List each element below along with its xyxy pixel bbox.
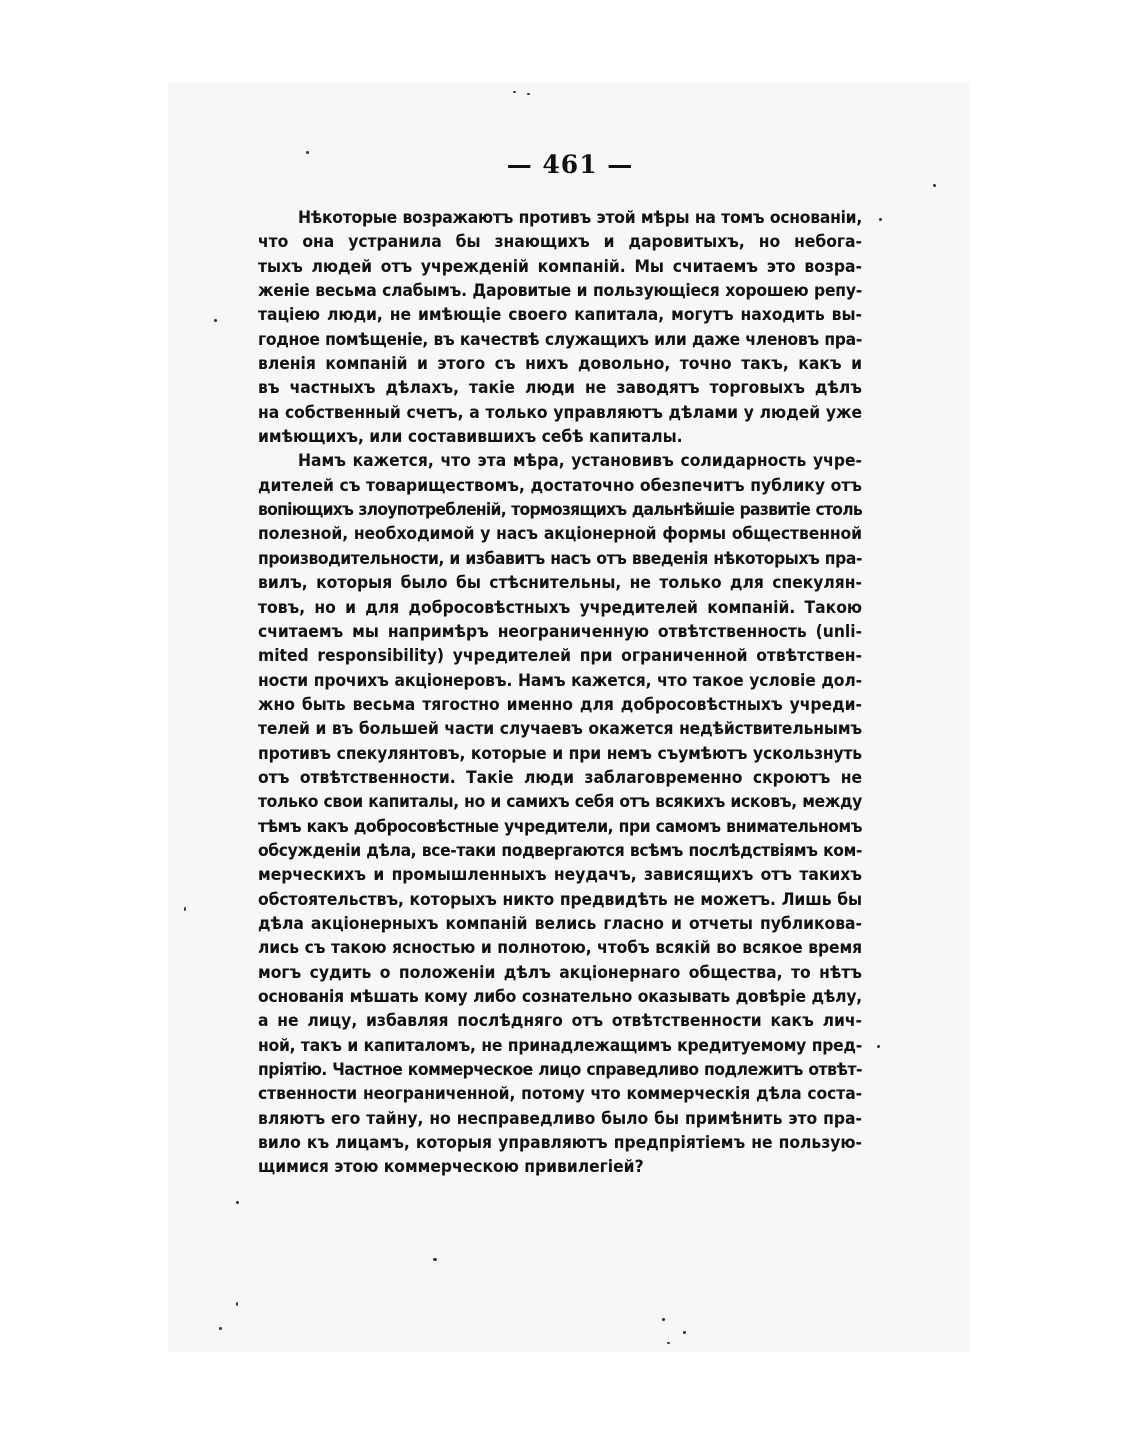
text-line: могъ судить о положеніи дѣлъ акціонернаго общества, то нѣтъ bbox=[258, 962, 862, 983]
text-line: ственности неограниченной, потому что коммерческія дѣла соста- bbox=[258, 1084, 862, 1105]
text-line: обсужденіи дѣла, все-таки подвергаются всѣмъ послѣдствіямъ ком- bbox=[258, 840, 862, 861]
scan-speck bbox=[513, 91, 516, 93]
text-line: телей и въ большей части случаевъ окажется недѣйствительнымъ bbox=[258, 719, 862, 740]
text-line: а не лицу, избавляя послѣдняго отъ отвѣтственности какъ лич- bbox=[258, 1011, 862, 1032]
text-line: Намъ кажется, что эта мѣра, установивъ солидарность учре- bbox=[298, 451, 862, 472]
text-line: считаемъ мы напримѣръ неограниченную отвѣтственность (unli- bbox=[258, 621, 862, 642]
text-line: тыхъ людей отъ учрежденій компаній. Мы считаемъ это возра- bbox=[258, 256, 862, 277]
text-line: имѣющихъ, или составившихъ себѣ капиталы. bbox=[258, 427, 683, 448]
text-line: обстоятельствъ, которыхъ никто предвидѣть не можетъ. Лишь бы bbox=[258, 889, 862, 910]
scan-speck bbox=[236, 1201, 239, 1204]
scan-speck bbox=[683, 1331, 686, 1334]
scan-speck bbox=[219, 1327, 222, 1330]
scan-speck bbox=[214, 319, 217, 322]
scan-speck bbox=[306, 151, 309, 154]
text-line: мерческихъ и промышленныхъ неудачъ, зависящихъ отъ такихъ bbox=[258, 865, 862, 886]
scan-speck bbox=[877, 1045, 880, 1048]
text-line: пріятію. Частное коммерческое лицо справедливо подлежитъ отвѣт- bbox=[258, 1060, 862, 1081]
text-line: противъ спекулянтовъ, которые и при немъ съумѣютъ ускользнуть bbox=[258, 743, 862, 764]
text-line: лись съ такою ясностью и полнотою, чтобъ всякій во всякое время bbox=[258, 938, 862, 959]
scan-speck bbox=[527, 93, 530, 95]
text-line: дѣла акціонерныхъ компаній велись гласно и отчеты публикова- bbox=[258, 913, 862, 934]
scan-speck bbox=[433, 1258, 437, 1261]
text-line: таціею люди, не имѣющіе своего капитала, могутъ находить вы- bbox=[258, 305, 862, 326]
text-line: вилъ, которыя было бы стѣснительны, не только для спекулян- bbox=[258, 573, 862, 594]
text-line: основанія мѣшать кому либо сознательно оказывать довѣріе дѣлу, bbox=[258, 987, 862, 1007]
text-line: производительности, и избавитъ насъ отъ введенія нѣкоторыхъ пра- bbox=[258, 548, 862, 569]
text-line: вопіющихъ злоупотребленій, тормозящихъ дальнѣйшіе развитіе столь bbox=[258, 500, 862, 521]
scan-speck bbox=[236, 1302, 238, 1306]
text-line: полезной, необходимой у насъ акціонерной формы общественной bbox=[258, 524, 862, 545]
text-line: товъ, но и для добросовѣстныхъ учредителей компаній. Такою bbox=[258, 597, 862, 618]
text-line: ности прочихъ акціонеровъ. Намъ кажется, что такое условіе дол- bbox=[258, 670, 862, 691]
scan-speck bbox=[667, 1342, 670, 1344]
text-line: mited responsibility) учредителей при ограниченной отвѣтствен- bbox=[258, 646, 862, 667]
text-line: вляютъ его тайну, но несправедливо было бы примѣнить это пра- bbox=[258, 1108, 862, 1129]
body-text bbox=[258, 206, 862, 1180]
text-line: на собственный счетъ, а только управляютъ дѣлами у людей уже bbox=[258, 402, 862, 423]
text-line: щимися этою коммерческою привилегіей? bbox=[258, 1157, 644, 1178]
text-line: вленія компаній и этого съ нихъ довольно, точно такъ, какъ и bbox=[258, 354, 862, 375]
text-line: въ частныхъ дѣлахъ, такіе люди не заводятъ торговыхъ дѣлъ bbox=[258, 378, 862, 399]
text-line: вило къ лицамъ, которыя управляютъ предпріятіемъ не пользую- bbox=[258, 1133, 862, 1154]
text-line: что она устранила бы знающихъ и даровитыхъ, но небога- bbox=[258, 232, 862, 253]
text-line: только свои капиталы, но и самихъ себя отъ всякихъ исковъ, между bbox=[258, 792, 862, 813]
text-line: Нѣкоторые возражаютъ противъ этой мѣры на томъ основаніи, bbox=[298, 208, 862, 228]
text-line: отъ отвѣтственности. Такіе люди заблаговременно скроютъ не bbox=[258, 767, 862, 788]
page-number: — 461 — bbox=[506, 150, 634, 179]
text-line: дителей съ товариществомъ, достаточно обезпечитъ публику отъ bbox=[258, 475, 862, 496]
text-line: женіе весьма слабымъ. Даровитые и пользующіеся хорошею репу- bbox=[258, 281, 862, 302]
scan-speck bbox=[662, 1318, 665, 1321]
scan-speck bbox=[933, 184, 936, 187]
scan-speck bbox=[879, 218, 882, 221]
scan-speck bbox=[184, 907, 186, 911]
text-line: ной, такъ и капиталомъ, не принадлежащимъ кредитуемому пред- bbox=[258, 1035, 862, 1056]
text-line: тѣмъ какъ добросовѣстные учредители, при самомъ внимательномъ bbox=[258, 816, 862, 837]
text-line: жно быть весьма тягостно именно для добросовѣстныхъ учреди- bbox=[258, 694, 862, 715]
text-line: годное помѣщеніе, въ качествѣ служащихъ или даже членовъ пра- bbox=[258, 329, 862, 350]
